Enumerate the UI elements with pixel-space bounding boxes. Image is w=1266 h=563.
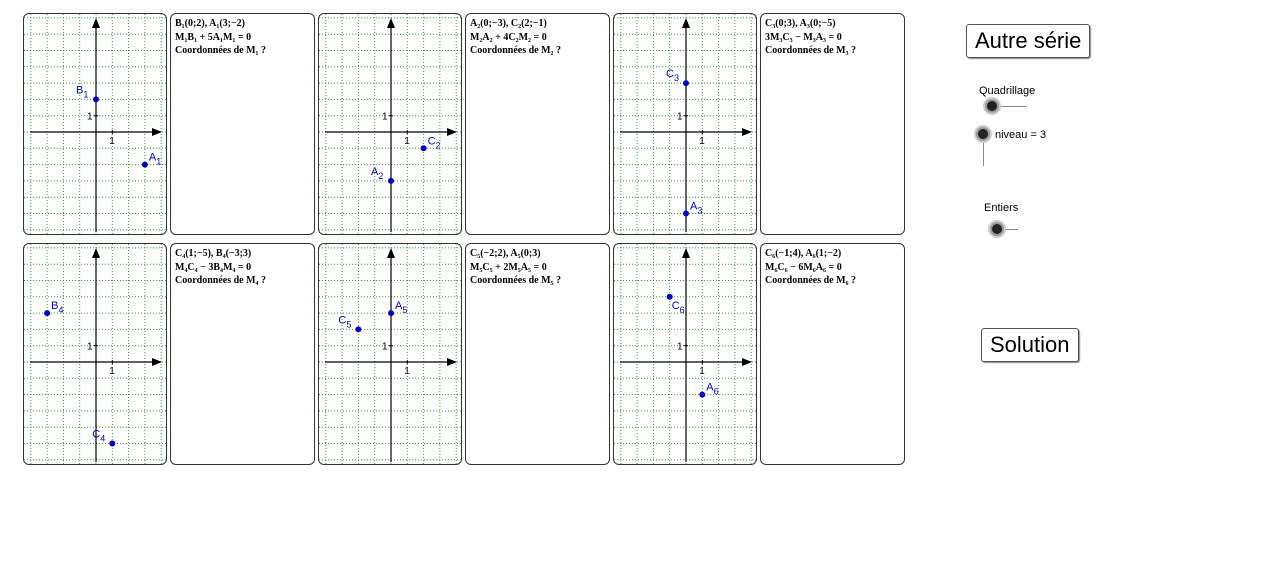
graph-panel-1[interactable] <box>23 13 167 235</box>
point-a5[interactable] <box>388 310 394 316</box>
exercise-given-4: C₄(1;−5), B₄(−3;3) <box>175 248 252 259</box>
grid-toggle-label: Quadrillage <box>979 85 1036 97</box>
exercise-given-3: C₃(0;3), A₃(0;−5) <box>765 18 836 29</box>
y-axis-arrow <box>387 18 395 28</box>
point-label: $C_5$ <box>338 314 352 330</box>
exercise-given-2: A₂(0;−3), C₂(2;−1) <box>470 18 547 29</box>
exercise-question-3: Coordonnées de M₃ ? <box>765 45 857 56</box>
point-label-subscript: 1 <box>156 156 162 167</box>
graph-panel-2[interactable] <box>318 13 462 235</box>
exercise-panel-6 <box>760 243 905 465</box>
exercise-given-6: C₆(−1;4), A₆(1;−2) <box>765 248 842 259</box>
point-label: $A_1$ <box>148 151 162 167</box>
y-tick-label: 1 <box>382 111 388 123</box>
point-a3[interactable] <box>683 211 689 217</box>
exercise-equation-4: M₄C₄ − 3B₄M₄ = 0 <box>175 261 252 273</box>
exercise-panel-1 <box>170 13 315 235</box>
point-c2[interactable] <box>421 145 427 151</box>
grid-toggle-knob[interactable] <box>985 99 999 113</box>
level-slider-knob[interactable] <box>976 127 990 141</box>
x-axis-arrow <box>447 128 457 136</box>
exercise-panel-3 <box>760 13 905 235</box>
level-slider-label: niveau = 3 <box>995 129 1047 141</box>
point-label: $C_3$ <box>666 68 679 84</box>
y-tick-label: 1 <box>677 341 683 353</box>
point-c4[interactable] <box>109 441 115 447</box>
point-b1[interactable] <box>93 96 99 102</box>
exercise-equation-2: M₂A₂ + 4C₂M₂ = 0 <box>470 31 547 43</box>
point-label-subscript: 6 <box>679 304 685 315</box>
point-a1[interactable] <box>142 162 148 168</box>
point-b4[interactable] <box>44 310 50 316</box>
point-label: $A_3$ <box>690 200 703 216</box>
graph-svg-2 <box>319 14 462 235</box>
exercise-question-4: Coordonnées de M₄ ? <box>175 275 267 286</box>
x-tick-label: 1 <box>699 136 705 147</box>
point-c3[interactable] <box>683 80 689 86</box>
graph-svg-1 <box>24 14 167 235</box>
y-axis-arrow <box>682 18 690 28</box>
other-series-button[interactable]: Autre série <box>966 24 1090 58</box>
point-label-subscript: 5 <box>346 319 352 330</box>
point-a6[interactable] <box>699 392 705 398</box>
point-label-subscript: 4 <box>58 305 64 316</box>
point-label: $A_5$ <box>395 300 408 316</box>
graph-svg-6 <box>614 244 757 465</box>
exercise-equation-1: M₁B₁ + 5A₁M₁ = 0 <box>175 31 252 43</box>
exercise-equation-6: M₆C₆ − 6M₆A₆ = 0 <box>765 261 842 273</box>
point-label-subscript: 3 <box>673 73 679 84</box>
exercise-given-1: B₁(0;2), A₁(3;−2) <box>175 18 246 29</box>
exercise-panel-2 <box>465 13 610 235</box>
y-axis-arrow <box>92 248 100 258</box>
graph-panel-5[interactable] <box>318 243 462 465</box>
point-label-subscript: 2 <box>435 140 441 151</box>
point-label: $B_4$ <box>51 300 64 316</box>
point-label: $C_2$ <box>427 135 441 151</box>
exercise-panel-4 <box>170 243 315 465</box>
graph-svg-4 <box>24 244 167 465</box>
point-label-subscript: 1 <box>83 89 89 100</box>
point-label-subscript: 3 <box>697 205 703 216</box>
x-tick-label: 1 <box>109 366 115 377</box>
graph-panel-6[interactable] <box>613 243 757 465</box>
integers-toggle-knob[interactable] <box>990 222 1004 236</box>
point-a2[interactable] <box>388 178 394 184</box>
graph-panel-4[interactable] <box>23 243 167 465</box>
y-tick-label: 1 <box>87 341 93 353</box>
y-axis-arrow <box>387 248 395 258</box>
x-axis-arrow <box>447 358 457 366</box>
y-tick-label: 1 <box>382 341 388 353</box>
point-label: $A_6$ <box>706 381 719 397</box>
y-axis-arrow <box>682 248 690 258</box>
point-label-subscript: 2 <box>378 170 384 181</box>
solution-button[interactable]: Solution <box>981 328 1079 362</box>
point-label: $C_4$ <box>92 428 106 444</box>
exercise-equation-5: M₅C₅ + 2M₅A₅ = 0 <box>470 261 547 273</box>
x-tick-label: 1 <box>404 136 410 147</box>
exercise-question-6: Coordonnées de M₆ ? <box>765 275 857 286</box>
exercise-panel-5 <box>465 243 610 465</box>
x-axis-arrow <box>152 358 162 366</box>
x-tick-label: 1 <box>109 136 115 147</box>
graph-panel-3[interactable] <box>613 13 757 235</box>
integers-toggle-label: Entiers <box>984 202 1019 214</box>
point-label-subscript: 5 <box>402 305 408 316</box>
x-tick-label: 1 <box>404 366 410 377</box>
y-tick-label: 1 <box>87 111 93 123</box>
point-label-subscript: 4 <box>100 433 106 444</box>
x-axis-arrow <box>742 128 752 136</box>
exercise-question-5: Coordonnées de M₅ ? <box>470 275 562 286</box>
x-axis-arrow <box>742 358 752 366</box>
x-axis-arrow <box>152 128 162 136</box>
graph-svg-5 <box>319 244 462 465</box>
exercise-question-2: Coordonnées de M₂ ? <box>470 45 562 56</box>
x-tick-label: 1 <box>699 366 705 377</box>
y-tick-label: 1 <box>677 111 683 123</box>
exercise-given-5: C₅(−2;2), A₅(0;3) <box>470 248 541 259</box>
point-label: $B_1$ <box>76 84 89 100</box>
graph-svg-3 <box>614 14 757 235</box>
exercise-equation-3: 3M₃C₃ − M₃A₃ = 0 <box>765 31 842 43</box>
point-label: $A_2$ <box>371 165 384 181</box>
point-label-subscript: 6 <box>713 386 719 397</box>
point-c5[interactable] <box>355 326 361 332</box>
y-axis-arrow <box>92 18 100 28</box>
exercise-question-1: Coordonnées de M₁ ? <box>175 45 267 56</box>
point-label: $C_6$ <box>671 299 685 315</box>
